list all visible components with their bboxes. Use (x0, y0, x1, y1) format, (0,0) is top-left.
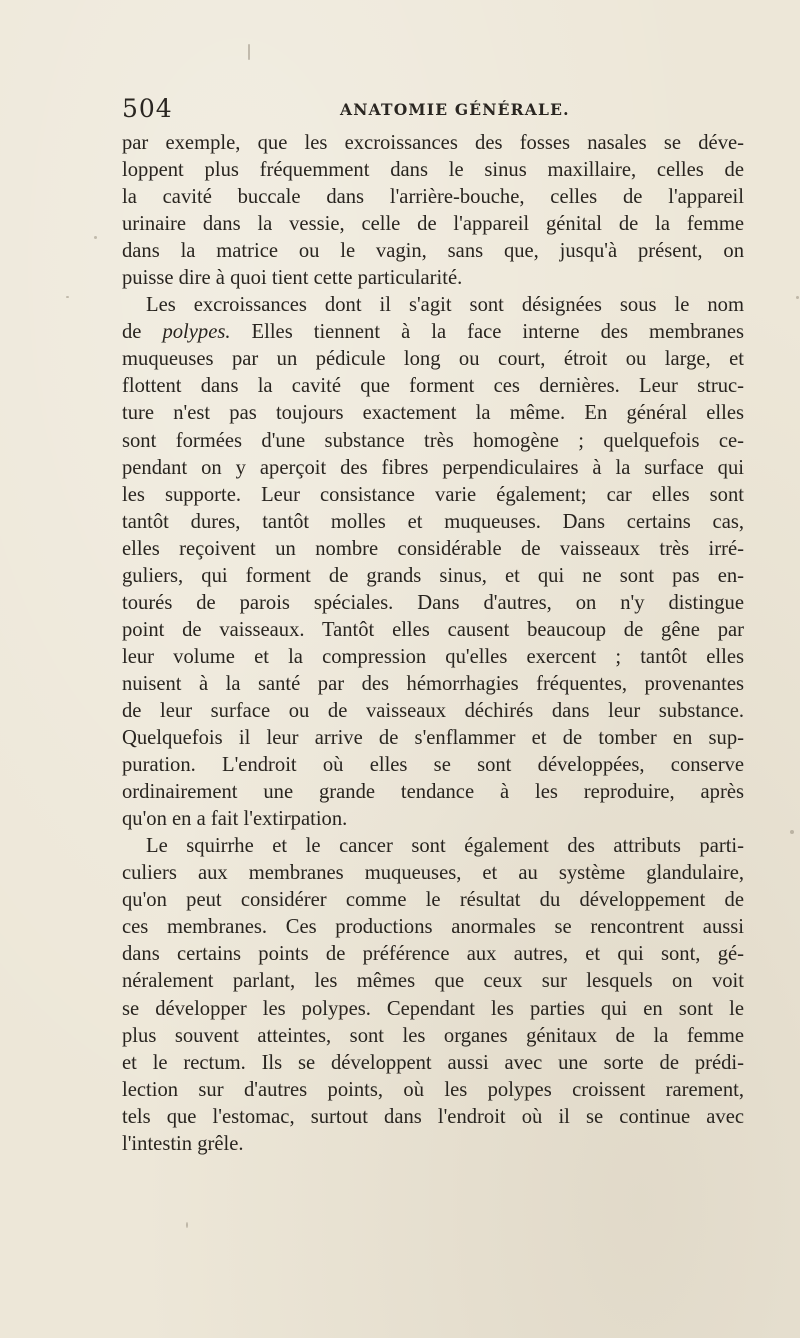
text-line: nuisent à la santé par des hémorrhagies fréquentes, provenantes (122, 672, 744, 695)
paper-speck (796, 296, 799, 299)
text-line: ces membranes. Ces productions anormales se rencontrent aussi (122, 916, 744, 939)
text-line: ordinairement une grande tendance à les reproduire, après (122, 781, 744, 804)
text-line: qu'on peut considérer comme le résultat du développement de (122, 889, 744, 912)
text-line: néralement parlant, les mêmes que ceux sur lesquels on voit (122, 970, 744, 993)
text-line: elles reçoivent un nombre considérable de vaisseaux très irré- (122, 537, 744, 560)
text-line: dans certains points de préférence aux autres, et qui sont, gé- (122, 943, 744, 966)
text-line: Les excroissances dont il s'agit sont désignées sous le nom (146, 294, 744, 317)
text-line: Le squirrhe et le cancer sont également des attributs parti- (146, 835, 744, 858)
italic-term: polypes. (162, 321, 231, 344)
text-line: l'intestin grêle. (122, 1132, 244, 1155)
text-line: par exemple, que les excroissances des fosses nasales se déve- (122, 132, 744, 154)
text-line: leur volume et la compression qu'elles exercent ; tantôt elles (122, 645, 744, 668)
running-head: ANATOMIE GÉNÉRALE. (340, 100, 570, 119)
text-line: ture n'est pas toujours exactement la même. En général elles (122, 402, 744, 425)
text-line: muqueuses par un pédicule long ou court, étroit ou large, et (122, 348, 744, 371)
page-header (122, 94, 742, 124)
text-line: de leur surface ou de vaisseaux déchirés dans leur substance. (122, 699, 744, 722)
text-line: loppent plus fréquemment dans le sinus maxillaire, celles de (122, 159, 744, 182)
paragraph (122, 833, 744, 1158)
text-line: qu'on en a fait l'extirpation. (122, 808, 348, 831)
text-line: sont formées d'une substance très homogène ; quelquefois ce- (122, 429, 744, 452)
text-line: tourés de parois spéciales. Dans d'autres, on n'y distingue (122, 591, 744, 614)
paper-speck (94, 236, 97, 239)
text-line: puisse dire à quoi tient cette particularité. (122, 267, 463, 290)
paper-speck (248, 44, 250, 60)
body-text (122, 130, 744, 1158)
paper-speck (186, 1222, 188, 1228)
paragraph (122, 292, 744, 833)
text-line: et le rectum. Ils se développent aussi avec une sorte de prédi- (122, 1051, 744, 1074)
text-line: urinaire dans la vessie, celle de l'appareil génital de la femme (122, 213, 744, 236)
paper-speck (790, 830, 794, 834)
text-line: guliers, qui forment de grands sinus, et qui ne sont pas en- (122, 564, 744, 587)
text-line: tantôt dures, tantôt molles et muqueuses. Dans certains cas, (122, 510, 744, 533)
text-line: puration. L'endroit où elles se sont développées, conserve (122, 754, 744, 777)
text-line: les supporte. Leur consistance varie également; car elles sont (122, 483, 744, 506)
text-line: lection sur d'autres points, où les polypes croissent rarement, (122, 1078, 744, 1101)
text-line: la cavité buccale dans l'arrière-bouche, celles de l'appareil (122, 186, 744, 209)
text-line: dans la matrice ou le vagin, sans que, jusqu'à présent, on (122, 240, 744, 263)
text-line: se développer les polypes. Cependant les parties qui en sont le (122, 997, 744, 1020)
text-line: plus souvent atteintes, sont les organes génitaux de la femme (122, 1024, 744, 1047)
text-line: Quelquefois il leur arrive de s'enflammer et de tomber en sup- (122, 727, 744, 750)
text-line: pendant on y aperçoit des fibres perpendiculaires à la surface qui (122, 456, 744, 479)
text-line: point de vaisseaux. Tantôt elles causent beaucoup de gêne par (122, 618, 744, 641)
text-line: culiers aux membranes muqueuses, et au système glandulaire, (122, 862, 744, 885)
text-line: de polypes. Elles tiennent à la face interne des membranes (122, 321, 744, 344)
page-number: 504 (122, 94, 173, 123)
paper-speck (66, 296, 69, 298)
text-line: flottent dans la cavité que forment ces dernières. Leur struc- (122, 375, 744, 398)
text-line: tels que l'estomac, surtout dans l'endroit où il se continue avec (122, 1105, 744, 1128)
paragraph (122, 130, 744, 292)
